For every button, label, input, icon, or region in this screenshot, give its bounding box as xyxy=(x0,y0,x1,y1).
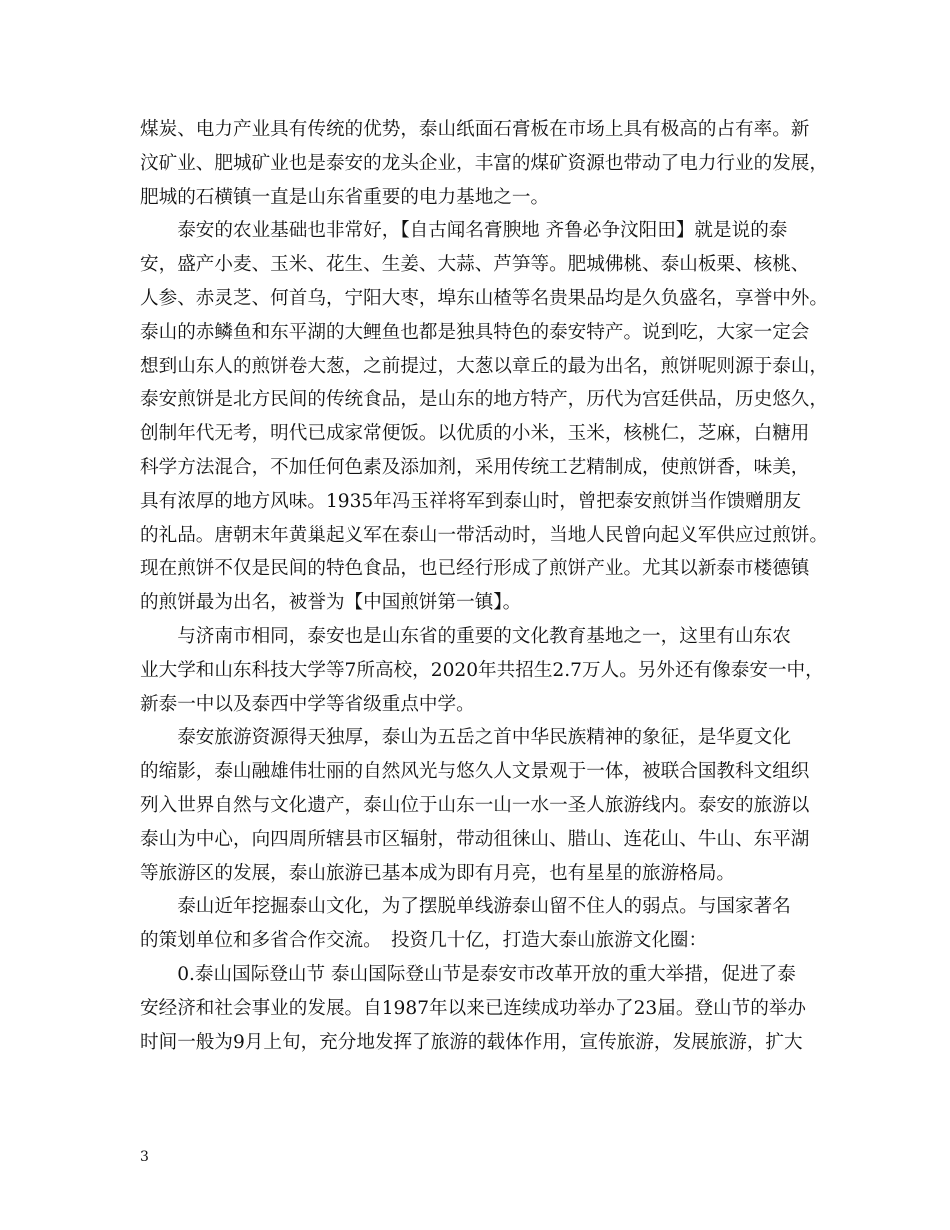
text-line: 业大学和山东科技大学等7所高校，2020年共招生2.7万人。另外还有像泰安一中， xyxy=(140,659,824,681)
text-line: 时间一般为9月上旬，充分地发挥了旅游的载体作用，宣传旅游，发展旅游，扩大 xyxy=(140,1031,803,1053)
text-line: 泰山为中心，向四周所辖县市区辐射，带动徂徕山、腊山、连花山、牛山、东平湖 xyxy=(140,828,810,850)
text-line: 泰安的农业基础也非常好，【自古闻名膏腴地 齐鲁必争汶阳田】就是说的泰 xyxy=(140,220,788,242)
text-line: 现在煎饼不仅是民间的特色食品，也已经行形成了煎饼产业。尤其以新泰市楼德镇 xyxy=(140,558,810,580)
text-line: 泰安煎饼是北方民间的传统食品，是山东的地方特产，历代为宫廷供品，历史悠久， xyxy=(140,389,828,411)
text-line: 汶矿业、肥城矿业也是泰安的龙头企业，丰富的煤矿资源也带动了电力行业的发展， xyxy=(140,152,828,174)
text-line: 0.泰山国际登山节 泰山国际登山节是泰安市改革开放的重大举措，促进了泰 xyxy=(140,963,796,985)
text-line: 等旅游区的发展，泰山旅游已基本成为即有月亮，也有星星的旅游格局。 xyxy=(140,862,736,884)
text-line: 泰山近年挖掘泰山文化，为了摆脱单线游泰山留不住人的弱点。与国家著名 xyxy=(140,896,791,918)
text-line: 与济南市相同，泰安也是山东省的重要的文化教育基地之一，这里有山东农 xyxy=(140,625,791,647)
page-number: 3 xyxy=(140,1149,149,1165)
text-line: 具有浓厚的地方风味。1935年冯玉祥将军到泰山时，曾把泰安煎饼当作馈赠朋友 xyxy=(140,490,801,512)
text-line: 人参、赤灵芝、何首乌，宁阳大枣，埠东山楂等名贵果品均是久负盛名，享誉中外。 xyxy=(140,287,828,309)
text-line: 的策划单位和多省合作交流。 投资几十亿，打造大泰山旅游文化圈： xyxy=(140,930,708,952)
text-line: 列入世界自然与文化遗产，泰山位于山东一山一水一圣人旅游线内。泰安的旅游以 xyxy=(140,794,810,816)
text-line: 安，盛产小麦、玉米、花生、生姜、大蒜、芦笋等。肥城佛桃、泰山板栗、核桃、 xyxy=(140,254,810,276)
text-line: 安经济和社会事业的发展。自1987年以来已连续成功举办了23届。登山节的举办 xyxy=(140,997,806,1019)
text-line: 煤炭、电力产业具有传统的优势，泰山纸面石膏板在市场上具有极高的占有率。新 xyxy=(140,119,810,140)
text-line: 肥城的石横镇一直是山东省重要的电力基地之一。 xyxy=(140,186,550,208)
text-line: 想到山东人的煎饼卷大葱，之前提过，大葱以章丘的最为出名，煎饼呢则源于泰山， xyxy=(140,355,828,377)
text-line: 泰山的赤鳞鱼和东平湖的大鲤鱼也都是独具特色的泰安特产。说到吃，大家一定会 xyxy=(140,321,810,343)
text-line: 的缩影，泰山融雄伟壮丽的自然风光与悠久人文景观于一体，被联合国教科文组织 xyxy=(140,761,810,783)
text-line: 新泰一中以及泰西中学等省级重点中学。 xyxy=(140,693,475,715)
body-text xyxy=(140,113,830,1059)
text-line: 的礼品。唐朝末年黄巢起义军在泰山一带活动时，当地人民曾向起义军供应过煎饼。 xyxy=(140,524,828,546)
text-line: 泰安旅游资源得天独厚，泰山为五岳之首中华民族精神的象征，是华夏文化 xyxy=(140,727,791,749)
text-line: 创制年代无考，明代已成家常便饭。以优质的小米，玉米，核桃仁，芝麻，白糖用 xyxy=(140,423,810,445)
text-line: 科学方法混合，不加任何色素及添加剂，采用传统工艺精制成，使煎饼香，味美， xyxy=(140,456,810,478)
text-line: 的煎饼最为出名，被誉为【中国煎饼第一镇】。 xyxy=(140,592,522,614)
